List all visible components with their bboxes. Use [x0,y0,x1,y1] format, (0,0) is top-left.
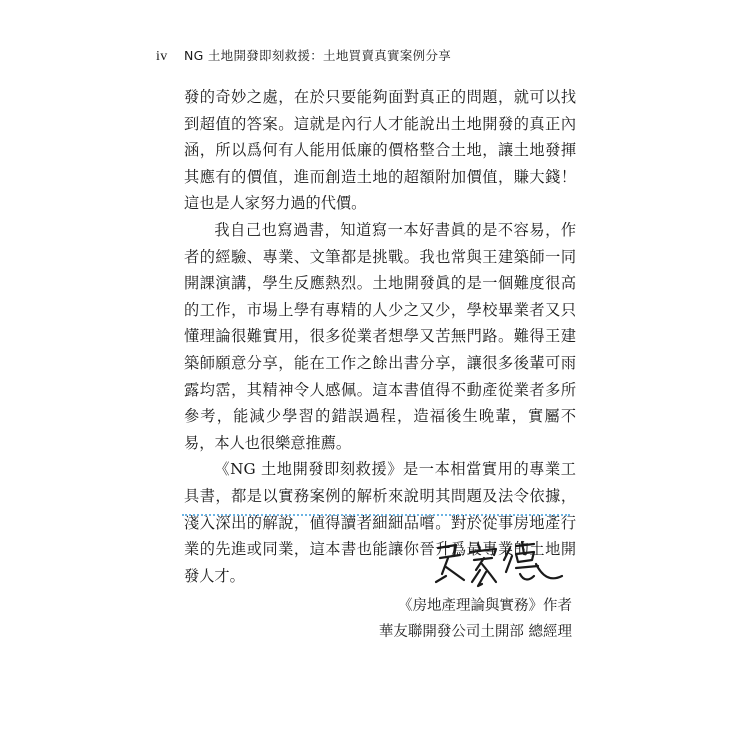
paragraph-1: 發的奇妙之處，在於只要能夠面對真正的問題，就可以找到超值的答案。這就是內行人才能說出土地開發的真正內涵，所以爲何有人能用低廉的價格整合土地，讓土地發揮其應有的價值，進而創造土地的超額附加價值，賺大錢！這也是人家努力過的代價。 [184,88,576,213]
dotted-divider [182,514,570,516]
running-head-title: NG 土地開發即刻救援：土地買賣真實案例分享 [183,48,452,63]
signature-credit-line-2: 華友聯開發公司土開部 總經理 [378,624,572,640]
paragraph-3: 《NG 土地開發即刻救援》是一本相當實用的專業工具書，都是以實務案例的解析來說明其問題及法令依據，淺入深出的解說，値得讀者細細品嚐。對於從事房地產行業的先進或同業，這本書也能讓你晉升爲最專業的土地開發人才。 [184,460,576,585]
paragraph-2: 我自己也寫過書，知道寫一本好書眞的是不容易，作者的經驗、專業、文筆都是挑戰。我也常與王建築師一同開課演講，學生反應熱烈。土地開發眞的是一個難度很高的工作，市場上學有專精的人少之又少，學校畢業者又只懂理論很難實用，很多從業者想學又苦無門路。難得王建築師願意分享，能在工作之餘出書分享，讓很多後輩可雨露均霑，其精神令人感佩。這本書值得不動產從業者多所參考，能減少學習的錯誤過程，造福後生晚輩，實屬不易，本人也很樂意推薦。 [184,220,576,452]
page-number: iv [156,49,168,64]
running-head [156,46,451,65]
signature-credit-line-1: 《房地產理論與實務》作者 [398,598,572,614]
signature [430,536,570,594]
